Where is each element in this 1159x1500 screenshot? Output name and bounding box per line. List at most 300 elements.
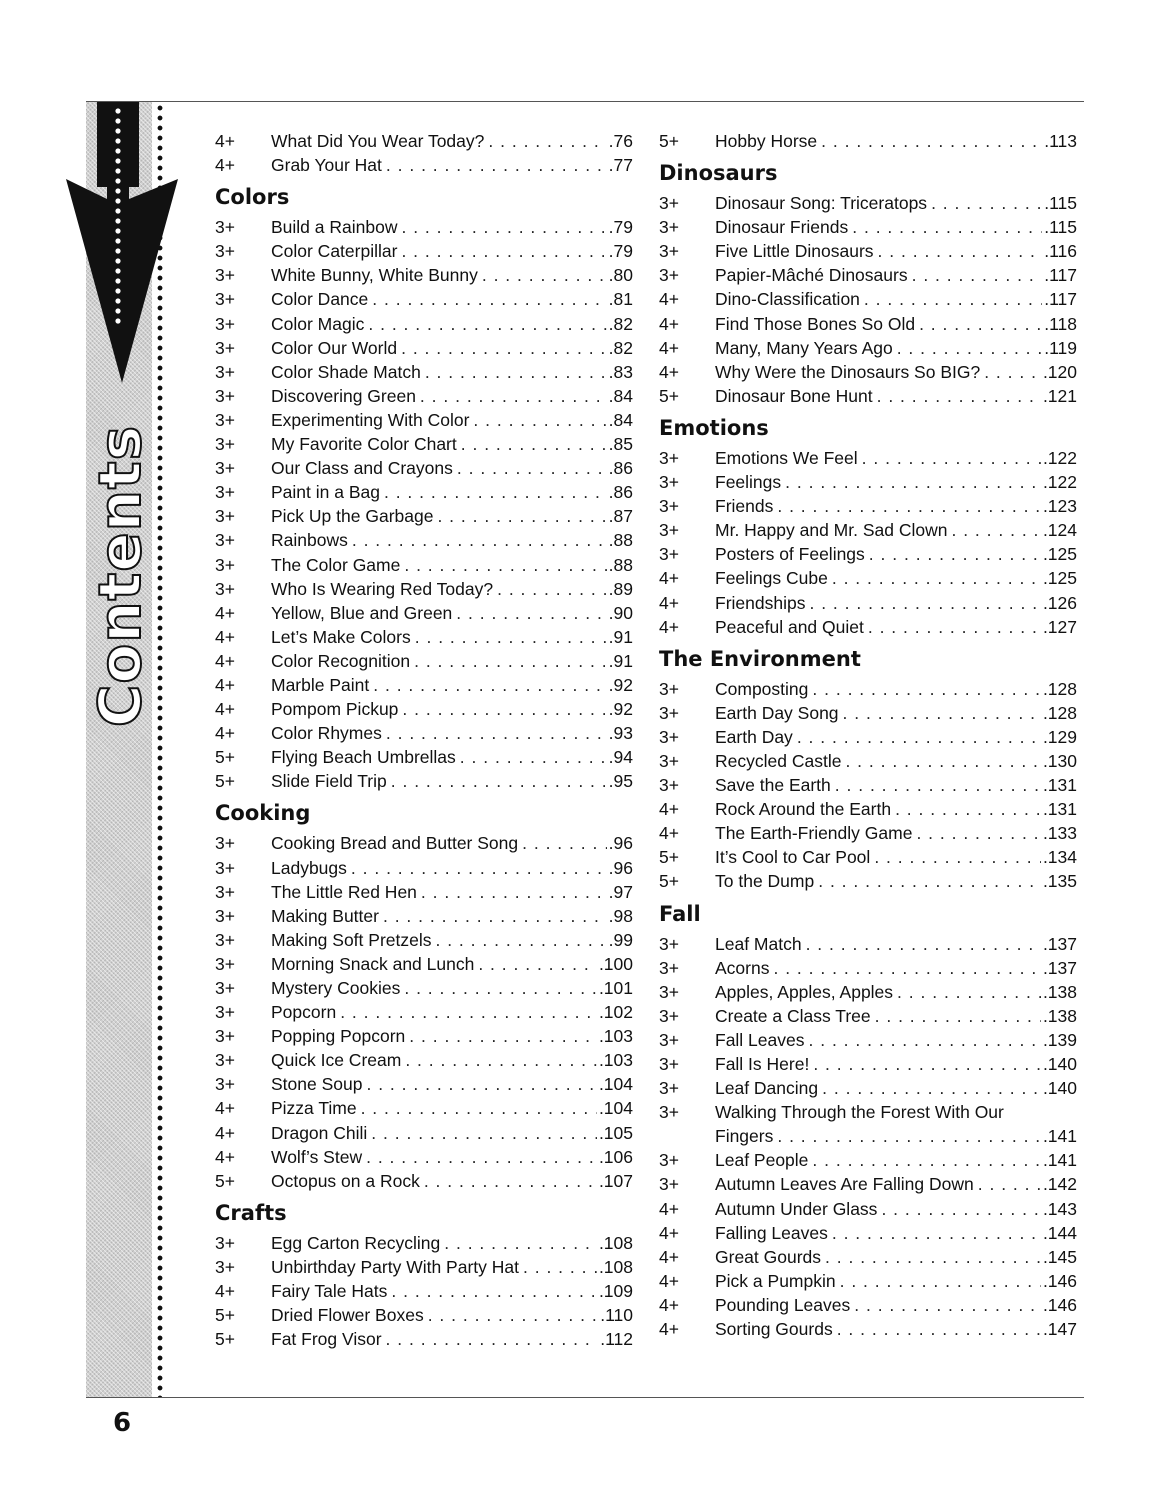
toc-entry[interactable] bbox=[215, 928, 633, 952]
entry-page: .131 bbox=[1042, 775, 1077, 796]
entry-age: 4+ bbox=[659, 313, 679, 334]
toc-entry[interactable] bbox=[215, 528, 633, 552]
toc-entry[interactable] bbox=[215, 263, 633, 287]
toc-entry[interactable] bbox=[215, 480, 633, 504]
entry-title: White Bunny, White Bunny bbox=[271, 265, 478, 286]
entry-page: .112 bbox=[600, 1329, 633, 1350]
entry-page: .137 bbox=[1042, 957, 1077, 978]
entry-age: 5+ bbox=[215, 747, 235, 768]
dot-leader bbox=[837, 1317, 1041, 1341]
toc-entry[interactable] bbox=[215, 239, 633, 263]
toc-entry[interactable] bbox=[215, 1024, 633, 1048]
entry-title: Popcorn bbox=[271, 1002, 337, 1023]
toc-entry[interactable] bbox=[659, 1245, 1077, 1269]
toc-entry[interactable] bbox=[215, 601, 633, 625]
dot-leader bbox=[414, 649, 607, 673]
entry-age: 3+ bbox=[659, 544, 679, 565]
entry-title: Why Were the Dinosaurs So BIG? bbox=[715, 361, 981, 382]
toc-entry[interactable] bbox=[215, 745, 633, 769]
toc-entry[interactable] bbox=[215, 1121, 633, 1145]
dot-leader bbox=[984, 360, 1041, 384]
entry-title: Apples, Apples, Apples bbox=[715, 981, 894, 1002]
dot-leader bbox=[415, 625, 607, 649]
entry-age: 3+ bbox=[659, 193, 679, 214]
toc-entry[interactable] bbox=[215, 831, 633, 855]
toc-entry[interactable] bbox=[215, 1231, 633, 1255]
entry-title: Rainbows bbox=[271, 530, 348, 551]
dot-leader bbox=[366, 1145, 597, 1169]
dot-leader bbox=[806, 932, 1041, 956]
entry-page: .122 bbox=[1042, 472, 1077, 493]
toc-entry[interactable] bbox=[215, 1279, 633, 1303]
entry-title: Who Is Wearing Red Today? bbox=[271, 578, 494, 599]
toc-entry-continuation[interactable] bbox=[659, 1124, 1077, 1148]
entry-page: .122 bbox=[1042, 447, 1077, 468]
entry-title: Wolf’s Stew bbox=[271, 1146, 363, 1167]
entry-page: .117 bbox=[1044, 265, 1077, 286]
toc-entry[interactable] bbox=[659, 1269, 1077, 1293]
toc-entry[interactable] bbox=[215, 312, 633, 336]
toc-entry[interactable] bbox=[659, 215, 1077, 239]
entry-title: Grab Your Hat bbox=[271, 155, 382, 176]
dot-leader bbox=[401, 239, 606, 263]
toc-entry[interactable] bbox=[659, 591, 1077, 615]
entry-age: 3+ bbox=[215, 217, 235, 238]
entry-title: Color Magic bbox=[271, 313, 365, 334]
entry-page: .130 bbox=[1042, 750, 1077, 771]
entry-page: .131 bbox=[1042, 799, 1077, 820]
section-heading: Colors bbox=[215, 185, 290, 210]
top-rule bbox=[86, 101, 1084, 102]
entry-page: .103 bbox=[598, 1050, 633, 1071]
entry-title: What Did You Wear Today? bbox=[271, 131, 485, 151]
entry-title: Cooking Bread and Butter Song bbox=[271, 833, 519, 854]
entry-page: .81 bbox=[608, 289, 633, 310]
entry-age: 4+ bbox=[215, 723, 235, 744]
entry-title: Stone Soup bbox=[271, 1074, 363, 1095]
dot-leader bbox=[473, 408, 606, 432]
dot-leader bbox=[812, 677, 1041, 701]
entry-age: 4+ bbox=[215, 155, 235, 176]
entry-page: .97 bbox=[608, 881, 633, 902]
toc-entry[interactable] bbox=[215, 577, 633, 601]
toc-entry[interactable] bbox=[215, 553, 633, 577]
dot-leader bbox=[351, 856, 607, 880]
entry-age: 4+ bbox=[659, 1294, 679, 1315]
toc-entry[interactable] bbox=[215, 456, 633, 480]
toc-entry[interactable] bbox=[215, 952, 633, 976]
toc-entry[interactable] bbox=[659, 263, 1077, 287]
dot-leader bbox=[373, 673, 606, 697]
toc-entry[interactable] bbox=[215, 432, 633, 456]
toc-entry[interactable] bbox=[215, 336, 633, 360]
entry-age: 3+ bbox=[215, 1026, 235, 1047]
entry-page: .82 bbox=[608, 313, 633, 334]
entry-age: 4+ bbox=[215, 674, 235, 695]
toc-entry[interactable] bbox=[215, 408, 633, 432]
entry-title: Autumn Leaves Are Falling Down bbox=[715, 1174, 974, 1195]
entry-title: Earth Day Song bbox=[715, 702, 839, 723]
section-heading: Emotions bbox=[659, 415, 769, 440]
toc-entry[interactable] bbox=[659, 615, 1077, 639]
toc-entry[interactable] bbox=[215, 1000, 633, 1024]
toc-entry[interactable] bbox=[659, 1197, 1077, 1221]
entry-page: .137 bbox=[1042, 933, 1077, 954]
entry-page: .134 bbox=[1042, 847, 1077, 868]
entry-age: 5+ bbox=[659, 385, 679, 406]
toc-entry[interactable] bbox=[215, 215, 633, 239]
dot-leader bbox=[951, 518, 1040, 542]
toc-entry[interactable] bbox=[659, 1317, 1077, 1341]
entry-page: .140 bbox=[1042, 1054, 1077, 1074]
dot-leader bbox=[421, 880, 607, 904]
entry-title: Dragon Chili bbox=[271, 1122, 368, 1143]
toc-entry[interactable] bbox=[215, 880, 633, 904]
dot-leader bbox=[809, 1028, 1041, 1052]
toc-entry[interactable] bbox=[659, 677, 1077, 701]
entry-page: .121 bbox=[1042, 385, 1077, 406]
entry-age: 3+ bbox=[215, 1002, 235, 1023]
dot-leader bbox=[402, 697, 606, 721]
toc-entry[interactable] bbox=[215, 1072, 633, 1096]
entry-title: Pizza Time bbox=[271, 1098, 357, 1119]
entry-page: .142 bbox=[1042, 1174, 1077, 1195]
entry-title: Ladybugs bbox=[271, 857, 347, 878]
dot-leader bbox=[352, 528, 607, 552]
dot-leader bbox=[420, 384, 607, 408]
entry-page: .98 bbox=[608, 905, 633, 926]
entry-title: Color Caterpillar bbox=[271, 241, 398, 262]
entry-age: 5+ bbox=[215, 1170, 235, 1191]
entry-title: Marble Paint bbox=[271, 674, 370, 695]
entry-title: Emotions We Feel bbox=[715, 447, 858, 468]
entry-page: .117 bbox=[1044, 289, 1077, 310]
toc-entry[interactable] bbox=[659, 980, 1077, 1004]
toc-entry[interactable] bbox=[659, 1028, 1077, 1052]
toc-entry[interactable] bbox=[659, 129, 1077, 153]
toc-entry[interactable] bbox=[659, 239, 1077, 263]
entry-title: Friends bbox=[715, 496, 774, 517]
dot-leader bbox=[809, 591, 1040, 615]
entry-title: Fall Leaves bbox=[715, 1029, 805, 1050]
entry-age: 4+ bbox=[215, 1281, 235, 1302]
toc-entry[interactable] bbox=[659, 1004, 1077, 1028]
entry-age: 3+ bbox=[215, 385, 235, 406]
section-heading: Cooking bbox=[215, 801, 311, 826]
entry-page: .88 bbox=[608, 554, 633, 575]
entry-age: 5+ bbox=[659, 131, 679, 151]
toc-entry[interactable] bbox=[659, 542, 1077, 566]
entry-page: .82 bbox=[608, 337, 633, 358]
dot-leader bbox=[813, 1052, 1041, 1076]
dot-leader bbox=[897, 336, 1043, 360]
toc-section bbox=[215, 129, 633, 177]
toc-entry[interactable] bbox=[659, 797, 1077, 821]
entry-page: .145 bbox=[1042, 1246, 1077, 1267]
entry-age: 4+ bbox=[659, 568, 679, 589]
dot-leader bbox=[361, 1096, 597, 1120]
entry-page: .113 bbox=[1044, 131, 1077, 151]
entry-page: .141 bbox=[1042, 1126, 1077, 1147]
dot-leader bbox=[460, 745, 607, 769]
entry-title: Build a Rainbow bbox=[271, 217, 398, 238]
toc-entry[interactable] bbox=[659, 312, 1077, 336]
entry-title: Mr. Happy and Mr. Sad Clown bbox=[715, 520, 948, 541]
toc-entry[interactable] bbox=[215, 1303, 633, 1327]
toc-entry[interactable] bbox=[215, 1096, 633, 1120]
entry-age: 4+ bbox=[659, 823, 679, 844]
toc-entry[interactable] bbox=[215, 721, 633, 745]
dot-leader bbox=[875, 1004, 1041, 1028]
entry-age: 3+ bbox=[659, 981, 679, 1002]
toc-left-column bbox=[215, 129, 633, 1351]
entry-age: 3+ bbox=[215, 506, 235, 527]
entry-age: 3+ bbox=[215, 554, 235, 575]
entry-page: .120 bbox=[1042, 361, 1077, 382]
entry-title: Color Our World bbox=[271, 337, 398, 358]
toc-entry[interactable] bbox=[659, 821, 1077, 845]
entry-title: Morning Snack and Lunch bbox=[271, 953, 475, 974]
entry-age: 3+ bbox=[215, 833, 235, 854]
entry-page: .110 bbox=[600, 1305, 633, 1326]
toc-entry[interactable] bbox=[215, 904, 633, 928]
dot-leader bbox=[818, 869, 1041, 893]
entry-title: Dinosaur Song: Triceratops bbox=[715, 193, 928, 214]
entry-page: .108 bbox=[598, 1256, 633, 1277]
toc-entry[interactable] bbox=[659, 494, 1077, 518]
toc-entry[interactable] bbox=[659, 1100, 1077, 1124]
toc-entry[interactable] bbox=[215, 360, 633, 384]
entry-title: Leaf Dancing bbox=[715, 1078, 819, 1099]
dot-leader bbox=[482, 263, 607, 287]
toc-entry[interactable] bbox=[659, 701, 1077, 725]
entry-title: Great Gourds bbox=[715, 1246, 822, 1267]
dot-leader bbox=[869, 542, 1041, 566]
entry-page: .101 bbox=[598, 978, 633, 998]
toc-entry[interactable] bbox=[659, 384, 1077, 408]
entry-page: .83 bbox=[608, 361, 633, 382]
dot-leader bbox=[777, 494, 1041, 518]
dot-leader bbox=[391, 1279, 597, 1303]
toc-entry[interactable] bbox=[659, 845, 1077, 869]
entry-title: Dinosaur Bone Hunt bbox=[715, 385, 873, 406]
entry-title: Feelings bbox=[715, 472, 782, 493]
entry-age: 5+ bbox=[215, 1305, 235, 1326]
dot-leader bbox=[862, 446, 1041, 470]
entry-title: Yellow, Blue and Green bbox=[271, 602, 453, 623]
toc-entry[interactable] bbox=[215, 287, 633, 311]
entry-page: .129 bbox=[1042, 726, 1077, 747]
entry-page: .76 bbox=[608, 131, 633, 151]
entry-age: 4+ bbox=[215, 650, 235, 671]
entry-title: The Little Red Hen bbox=[271, 881, 417, 902]
entry-title: Rock Around the Earth bbox=[715, 799, 892, 820]
entry-age: 3+ bbox=[659, 1150, 679, 1171]
toc-entry[interactable] bbox=[659, 1293, 1077, 1317]
dot-leader bbox=[424, 1169, 597, 1193]
entry-age: 3+ bbox=[659, 265, 679, 286]
toc-entry[interactable] bbox=[215, 1048, 633, 1072]
entry-title: Papier-Mâché Dinosaurs bbox=[715, 265, 908, 286]
dot-leader bbox=[437, 504, 606, 528]
entry-title: Color Recognition bbox=[271, 650, 411, 671]
entry-page: .84 bbox=[608, 409, 633, 430]
toc-entry[interactable] bbox=[659, 725, 1077, 749]
entry-age: 4+ bbox=[659, 1270, 679, 1291]
toc-entry[interactable] bbox=[215, 129, 633, 153]
toc-entry[interactable] bbox=[659, 869, 1077, 893]
section-heading: Dinosaurs bbox=[659, 161, 778, 186]
toc-entry[interactable] bbox=[215, 697, 633, 721]
dot-leader bbox=[912, 263, 1043, 287]
entry-page: .103 bbox=[598, 1026, 633, 1047]
toc-entry[interactable] bbox=[215, 1145, 633, 1169]
entry-title: Posters of Feelings bbox=[715, 544, 865, 565]
entry-age: 4+ bbox=[215, 1098, 235, 1119]
entry-page: .105 bbox=[598, 1122, 633, 1143]
entry-title: Pick Up the Garbage bbox=[271, 506, 434, 527]
toc-entry[interactable] bbox=[215, 1327, 633, 1351]
dot-leader bbox=[822, 1076, 1041, 1100]
entry-page: .138 bbox=[1042, 1005, 1077, 1026]
toc-entry[interactable] bbox=[659, 336, 1077, 360]
toc-section bbox=[215, 1201, 633, 1351]
entry-title: Save the Earth bbox=[715, 775, 831, 796]
dot-leader bbox=[881, 1197, 1041, 1221]
toc-entry[interactable] bbox=[215, 1169, 633, 1193]
entry-title: Hobby Horse bbox=[715, 131, 818, 151]
entry-age: 3+ bbox=[659, 472, 679, 493]
toc-entry[interactable] bbox=[659, 287, 1077, 311]
entry-age: 4+ bbox=[215, 131, 235, 151]
entry-page: .123 bbox=[1042, 496, 1077, 517]
toc-entry[interactable] bbox=[659, 566, 1077, 590]
entry-age: 4+ bbox=[215, 1122, 235, 1143]
entry-page: .147 bbox=[1042, 1319, 1077, 1340]
entry-age: 4+ bbox=[659, 1319, 679, 1340]
entry-age: 3+ bbox=[215, 978, 235, 998]
toc-entry[interactable] bbox=[215, 384, 633, 408]
toc-entry[interactable] bbox=[659, 1148, 1077, 1172]
entry-title: Popping Popcorn bbox=[271, 1026, 406, 1047]
entry-page: .91 bbox=[608, 650, 633, 671]
entry-title: Many, Many Years Ago bbox=[715, 337, 893, 358]
toc-entry[interactable] bbox=[659, 1221, 1077, 1245]
toc-entry[interactable] bbox=[215, 504, 633, 528]
toc-section bbox=[215, 185, 633, 793]
entry-title: Fairy Tale Hats bbox=[271, 1281, 388, 1302]
entry-title: Friendships bbox=[715, 592, 806, 613]
toc-section bbox=[659, 161, 1077, 408]
dot-leader bbox=[978, 1172, 1041, 1196]
toc-right-column bbox=[659, 129, 1077, 1341]
entry-age: 3+ bbox=[215, 361, 235, 382]
toc-entry[interactable] bbox=[659, 1052, 1077, 1076]
entry-age: 3+ bbox=[215, 1050, 235, 1071]
entry-page: .146 bbox=[1042, 1294, 1077, 1315]
dot-leader bbox=[832, 566, 1041, 590]
toc-entry[interactable] bbox=[215, 673, 633, 697]
entry-age: 3+ bbox=[215, 241, 235, 262]
toc-entry[interactable] bbox=[215, 153, 633, 177]
dot-leader bbox=[404, 976, 597, 1000]
entry-page: .106 bbox=[598, 1146, 633, 1167]
toc-entry[interactable] bbox=[659, 191, 1077, 215]
entry-title: Dried Flower Boxes bbox=[271, 1305, 424, 1326]
entry-age: 3+ bbox=[215, 1256, 235, 1277]
entry-page: .143 bbox=[1042, 1198, 1077, 1219]
entry-title: Color Shade Match bbox=[271, 361, 421, 382]
entry-age: 3+ bbox=[215, 929, 235, 950]
toc-entry[interactable] bbox=[659, 773, 1077, 797]
dot-leader bbox=[383, 904, 607, 928]
entry-age: 5+ bbox=[659, 847, 679, 868]
entry-age: 3+ bbox=[215, 265, 235, 286]
entry-page: .124 bbox=[1042, 520, 1077, 541]
dot-leader bbox=[864, 287, 1042, 311]
toc-entry[interactable] bbox=[659, 470, 1077, 494]
dot-leader bbox=[835, 773, 1041, 797]
dot-leader bbox=[931, 191, 1042, 215]
entry-age: 3+ bbox=[659, 750, 679, 771]
entry-title: Egg Carton Recycling bbox=[271, 1232, 441, 1253]
entry-age: 3+ bbox=[659, 1054, 679, 1074]
toc-entry[interactable] bbox=[215, 649, 633, 673]
entry-age: 4+ bbox=[215, 699, 235, 720]
toc-entry[interactable] bbox=[659, 932, 1077, 956]
entry-title: Recycled Castle bbox=[715, 750, 842, 771]
dot-leader bbox=[409, 1024, 597, 1048]
entry-age: 3+ bbox=[215, 337, 235, 358]
toc-section bbox=[659, 647, 1077, 894]
toc-entry[interactable] bbox=[215, 1255, 633, 1279]
toc-entry[interactable] bbox=[659, 1076, 1077, 1100]
entry-age: 3+ bbox=[659, 957, 679, 978]
toc-entry[interactable] bbox=[215, 769, 633, 793]
entry-age: 3+ bbox=[659, 1029, 679, 1050]
toc-entry[interactable] bbox=[659, 1172, 1077, 1196]
entry-page: .86 bbox=[608, 482, 633, 503]
toc-entry[interactable] bbox=[215, 856, 633, 880]
entry-page: .140 bbox=[1042, 1078, 1077, 1099]
entry-title: Five Little Dinosaurs bbox=[715, 241, 874, 262]
entry-title: Fat Frog Visor bbox=[271, 1329, 382, 1350]
toc-entry[interactable] bbox=[215, 976, 633, 1000]
section-heading: Fall bbox=[659, 901, 701, 926]
entry-page: .104 bbox=[598, 1098, 633, 1119]
entry-title: Pounding Leaves bbox=[715, 1294, 851, 1315]
entry-page: .94 bbox=[608, 747, 633, 768]
toc-entry[interactable] bbox=[659, 518, 1077, 542]
entry-age: 4+ bbox=[659, 1198, 679, 1219]
toc-entry[interactable] bbox=[215, 625, 633, 649]
entry-age: 4+ bbox=[659, 337, 679, 358]
dot-leader bbox=[384, 480, 607, 504]
entry-age: 3+ bbox=[659, 678, 679, 699]
entry-age: 3+ bbox=[215, 530, 235, 551]
toc-entry[interactable] bbox=[659, 446, 1077, 470]
toc-entry[interactable] bbox=[659, 956, 1077, 980]
dot-leader bbox=[773, 956, 1040, 980]
entry-age: 4+ bbox=[215, 602, 235, 623]
dot-leader bbox=[878, 239, 1043, 263]
toc-entry[interactable] bbox=[659, 749, 1077, 773]
toc-entry[interactable] bbox=[659, 360, 1077, 384]
entry-age: 3+ bbox=[215, 409, 235, 430]
entry-title: Mystery Cookies bbox=[271, 978, 401, 998]
entry-title: Slide Field Trip bbox=[271, 771, 387, 792]
entry-page: .104 bbox=[598, 1074, 633, 1095]
